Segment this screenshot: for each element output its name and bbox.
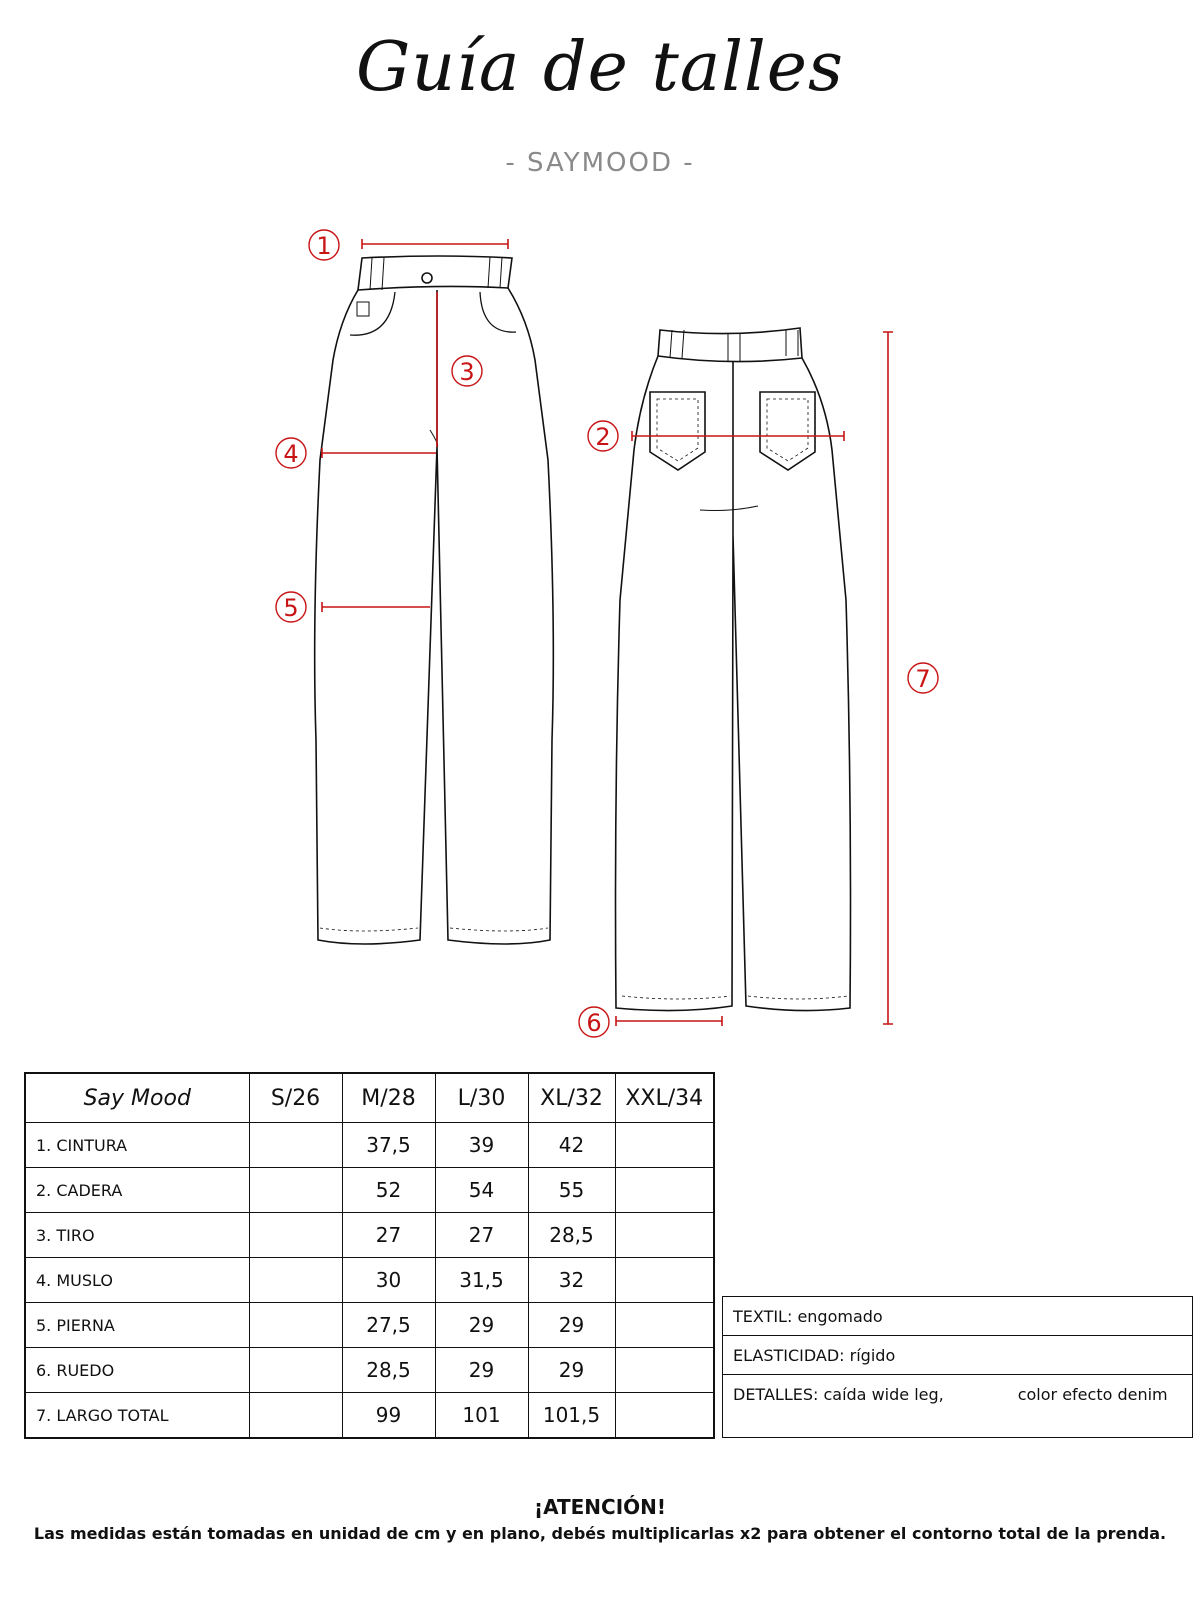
marker-1-label: 1 (316, 232, 332, 260)
measurement-markers (276, 230, 938, 1037)
marker-7-label: 7 (915, 665, 931, 693)
measure-value: 39 (435, 1123, 528, 1168)
measure-value: 29 (528, 1348, 615, 1393)
measure-value: 55 (528, 1168, 615, 1213)
measure-value: 27 (342, 1213, 435, 1258)
size-header-row (25, 1073, 714, 1123)
detalles-info (723, 1375, 1193, 1438)
detalles-text: DETALLES: caída wide leg, (733, 1385, 944, 1404)
measure-value (249, 1168, 342, 1213)
table-row (25, 1168, 714, 1213)
measure-value (615, 1168, 714, 1213)
measure-label: 5. PIERNA (25, 1303, 249, 1348)
measure-value (249, 1393, 342, 1439)
measure-value: 54 (435, 1168, 528, 1213)
measure-value (249, 1258, 342, 1303)
measure-value: 27,5 (342, 1303, 435, 1348)
measure-value: 29 (435, 1348, 528, 1393)
measure-value (615, 1393, 714, 1439)
measure-value (249, 1213, 342, 1258)
measure-value (615, 1213, 714, 1258)
measure-value: 99 (342, 1393, 435, 1439)
size-header: XXL/34 (615, 1073, 714, 1123)
measurement-lines (322, 239, 893, 1026)
measure-value: 28,5 (528, 1213, 615, 1258)
measure-value (615, 1348, 714, 1393)
back-pants-drawing (616, 328, 851, 1011)
measure-value: 29 (528, 1303, 615, 1348)
measure-value: 31,5 (435, 1258, 528, 1303)
measure-value (249, 1123, 342, 1168)
size-header: M/28 (342, 1073, 435, 1123)
marker-3-label: 3 (459, 358, 475, 386)
measure-value: 27 (435, 1213, 528, 1258)
measure-value (249, 1348, 342, 1393)
marker-5-label: 5 (283, 594, 299, 622)
measure-label: 4. MUSLO (25, 1258, 249, 1303)
measure-label: 1. CINTURA (25, 1123, 249, 1168)
marker-4-label: 4 (283, 440, 299, 468)
measure-value: 101,5 (528, 1393, 615, 1439)
measure-label: 7. LARGO TOTAL (25, 1393, 249, 1439)
front-pants-drawing (315, 256, 554, 944)
brand-subtitle: - SAYMOOD - (505, 148, 695, 178)
size-table (24, 1072, 715, 1439)
table-row (25, 1303, 714, 1348)
measure-label: 3. TIRO (25, 1213, 249, 1258)
textil-info: TEXTIL: engomado (723, 1297, 1193, 1336)
measure-value (615, 1303, 714, 1348)
notice-title: ¡ATENCIÓN! (533, 1495, 667, 1519)
table-row (25, 1213, 714, 1258)
table-row (25, 1258, 714, 1303)
size-header: L/30 (435, 1073, 528, 1123)
size-header: S/26 (249, 1073, 342, 1123)
measure-value: 37,5 (342, 1123, 435, 1168)
measure-value: 28,5 (342, 1348, 435, 1393)
measure-value: 30 (342, 1258, 435, 1303)
detalles-extra-text: color efecto denim (1017, 1385, 1168, 1404)
measure-value (249, 1303, 342, 1348)
page-title: Guía de talles (356, 28, 844, 107)
measure-value: 29 (435, 1303, 528, 1348)
measure-value (615, 1123, 714, 1168)
size-header: XL/32 (528, 1073, 615, 1123)
table-row (25, 1123, 714, 1168)
measure-value: 101 (435, 1393, 528, 1439)
fabric-info-table (722, 1296, 1193, 1438)
measure-label: 6. RUEDO (25, 1348, 249, 1393)
table-row (25, 1393, 714, 1439)
measure-label: 2. CADERA (25, 1168, 249, 1213)
elasticidad-info: ELASTICIDAD: rígido (723, 1336, 1193, 1375)
table-row (25, 1348, 714, 1393)
measure-value (615, 1258, 714, 1303)
marker-6-label: 6 (586, 1009, 602, 1037)
marker-2-label: 2 (595, 423, 611, 451)
notice-text: Las medidas están tomadas en unidad de cm y en plano, debés multiplicarlas x2 para obtener el contorno total de la prenda. (33, 1524, 1167, 1543)
measure-value: 42 (528, 1123, 615, 1168)
brand-signature: Say Mood (25, 1073, 249, 1123)
measure-value: 52 (342, 1168, 435, 1213)
measure-value: 32 (528, 1258, 615, 1303)
